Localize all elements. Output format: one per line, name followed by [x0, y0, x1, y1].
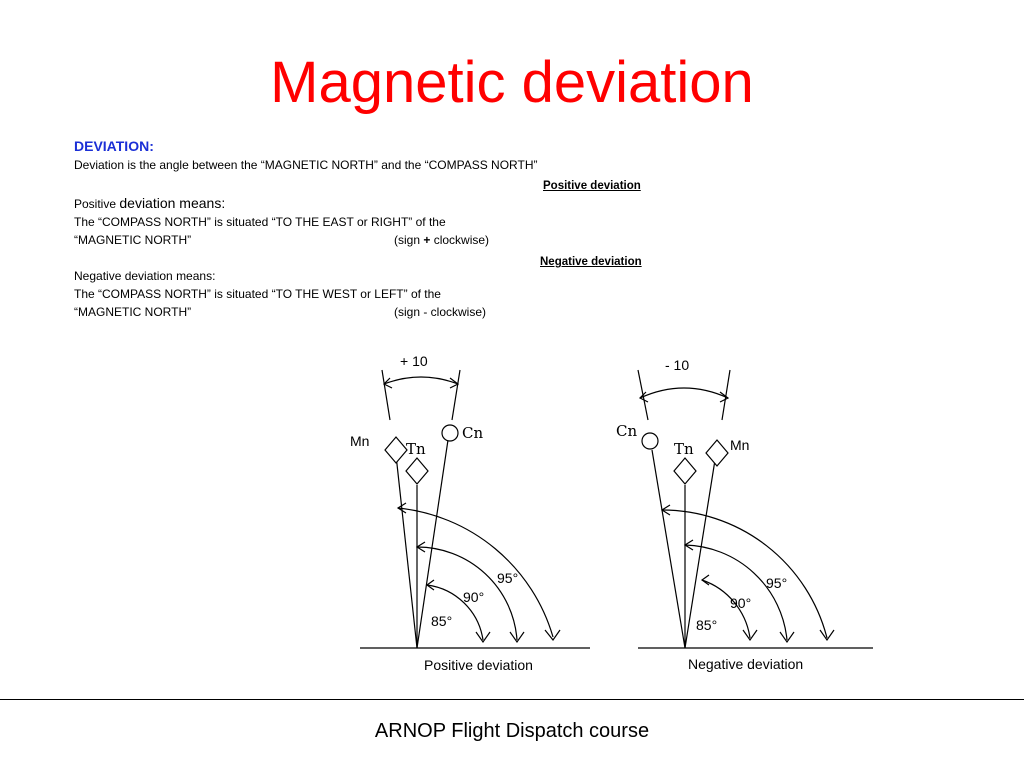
- cn-label: Cn: [616, 422, 638, 440]
- footer-text: ARNOP Flight Dispatch course: [374, 720, 650, 742]
- negative-deviation-diagram: [610, 340, 890, 680]
- positive-means-line: [74, 194, 694, 213]
- tn-label: Tn: [674, 440, 694, 458]
- angle-95-label: 95°: [497, 570, 519, 586]
- positive-deviation-link: Positive deviation: [543, 180, 641, 192]
- mn-needle-line: [396, 455, 417, 648]
- positive-line2: “MAGNETIC NORTH”: [74, 233, 192, 247]
- negative-sign: (sign - clockwise): [394, 305, 487, 319]
- slide-title: Magnetic deviation: [270, 50, 754, 115]
- footer-divider: [0, 699, 1024, 700]
- angle-90-label: 90°: [730, 595, 752, 611]
- positive-sign-symbol: +: [423, 233, 431, 247]
- deviation-arc: [640, 388, 728, 398]
- positive-line2-row: [74, 231, 694, 249]
- diagram-caption: Negative deviation: [688, 656, 804, 672]
- negative-means-line: Negative deviation means:: [74, 269, 216, 283]
- angle-85-label: 85°: [431, 613, 453, 629]
- deviation-definition: Deviation is the angle between the “MAGNETIC NORTH” and the “COMPASS NORTH”: [74, 158, 538, 172]
- deviation-label: - 10: [665, 357, 690, 373]
- deviation-arc: [384, 377, 458, 384]
- angle-90-label: 90°: [463, 589, 485, 605]
- deviation-text-block: [74, 136, 694, 321]
- negative-line2-row: [74, 303, 694, 321]
- ext-line-left: [382, 370, 390, 420]
- positive-sign: [394, 231, 489, 249]
- cn-needle-line: [652, 450, 685, 648]
- diagram-caption: Positive deviation: [424, 657, 533, 673]
- positive-line1: The “COMPASS NORTH” is situated “TO THE EAST or RIGHT” of the: [74, 215, 446, 229]
- negative-line1: The “COMPASS NORTH” is situated “TO THE WEST or LEFT” of the: [74, 287, 441, 301]
- mn-diamond: [706, 440, 728, 466]
- deviation-label: + 10: [400, 353, 428, 369]
- angle-85-label: 85°: [696, 617, 718, 633]
- mn-label: Mn: [350, 433, 370, 449]
- positive-means-rest: deviation means:: [119, 195, 226, 211]
- positive-means-prefix: Positive: [74, 197, 117, 211]
- positive-deviation-diagram: [340, 340, 610, 680]
- arrow-95-head: [820, 630, 834, 640]
- cn-circle: [642, 433, 658, 449]
- deviation-heading: DEVIATION:: [74, 138, 154, 154]
- positive-sign-prefix: (sign: [394, 233, 424, 247]
- tn-diamond: [406, 458, 428, 484]
- cn-circle: [442, 425, 458, 441]
- mn-diamond: [385, 437, 407, 463]
- tn-label: Tn: [406, 440, 426, 458]
- positive-sign-suffix: clockwise): [430, 233, 490, 247]
- ext-line-right: [452, 370, 460, 420]
- tn-diamond: [674, 458, 696, 484]
- negative-line2: “MAGNETIC NORTH”: [74, 305, 192, 319]
- cn-label: Cn: [462, 424, 484, 442]
- negative-deviation-link: Negative deviation: [540, 256, 642, 268]
- angle-95-label: 95°: [766, 575, 788, 591]
- mn-label: Mn: [730, 437, 750, 453]
